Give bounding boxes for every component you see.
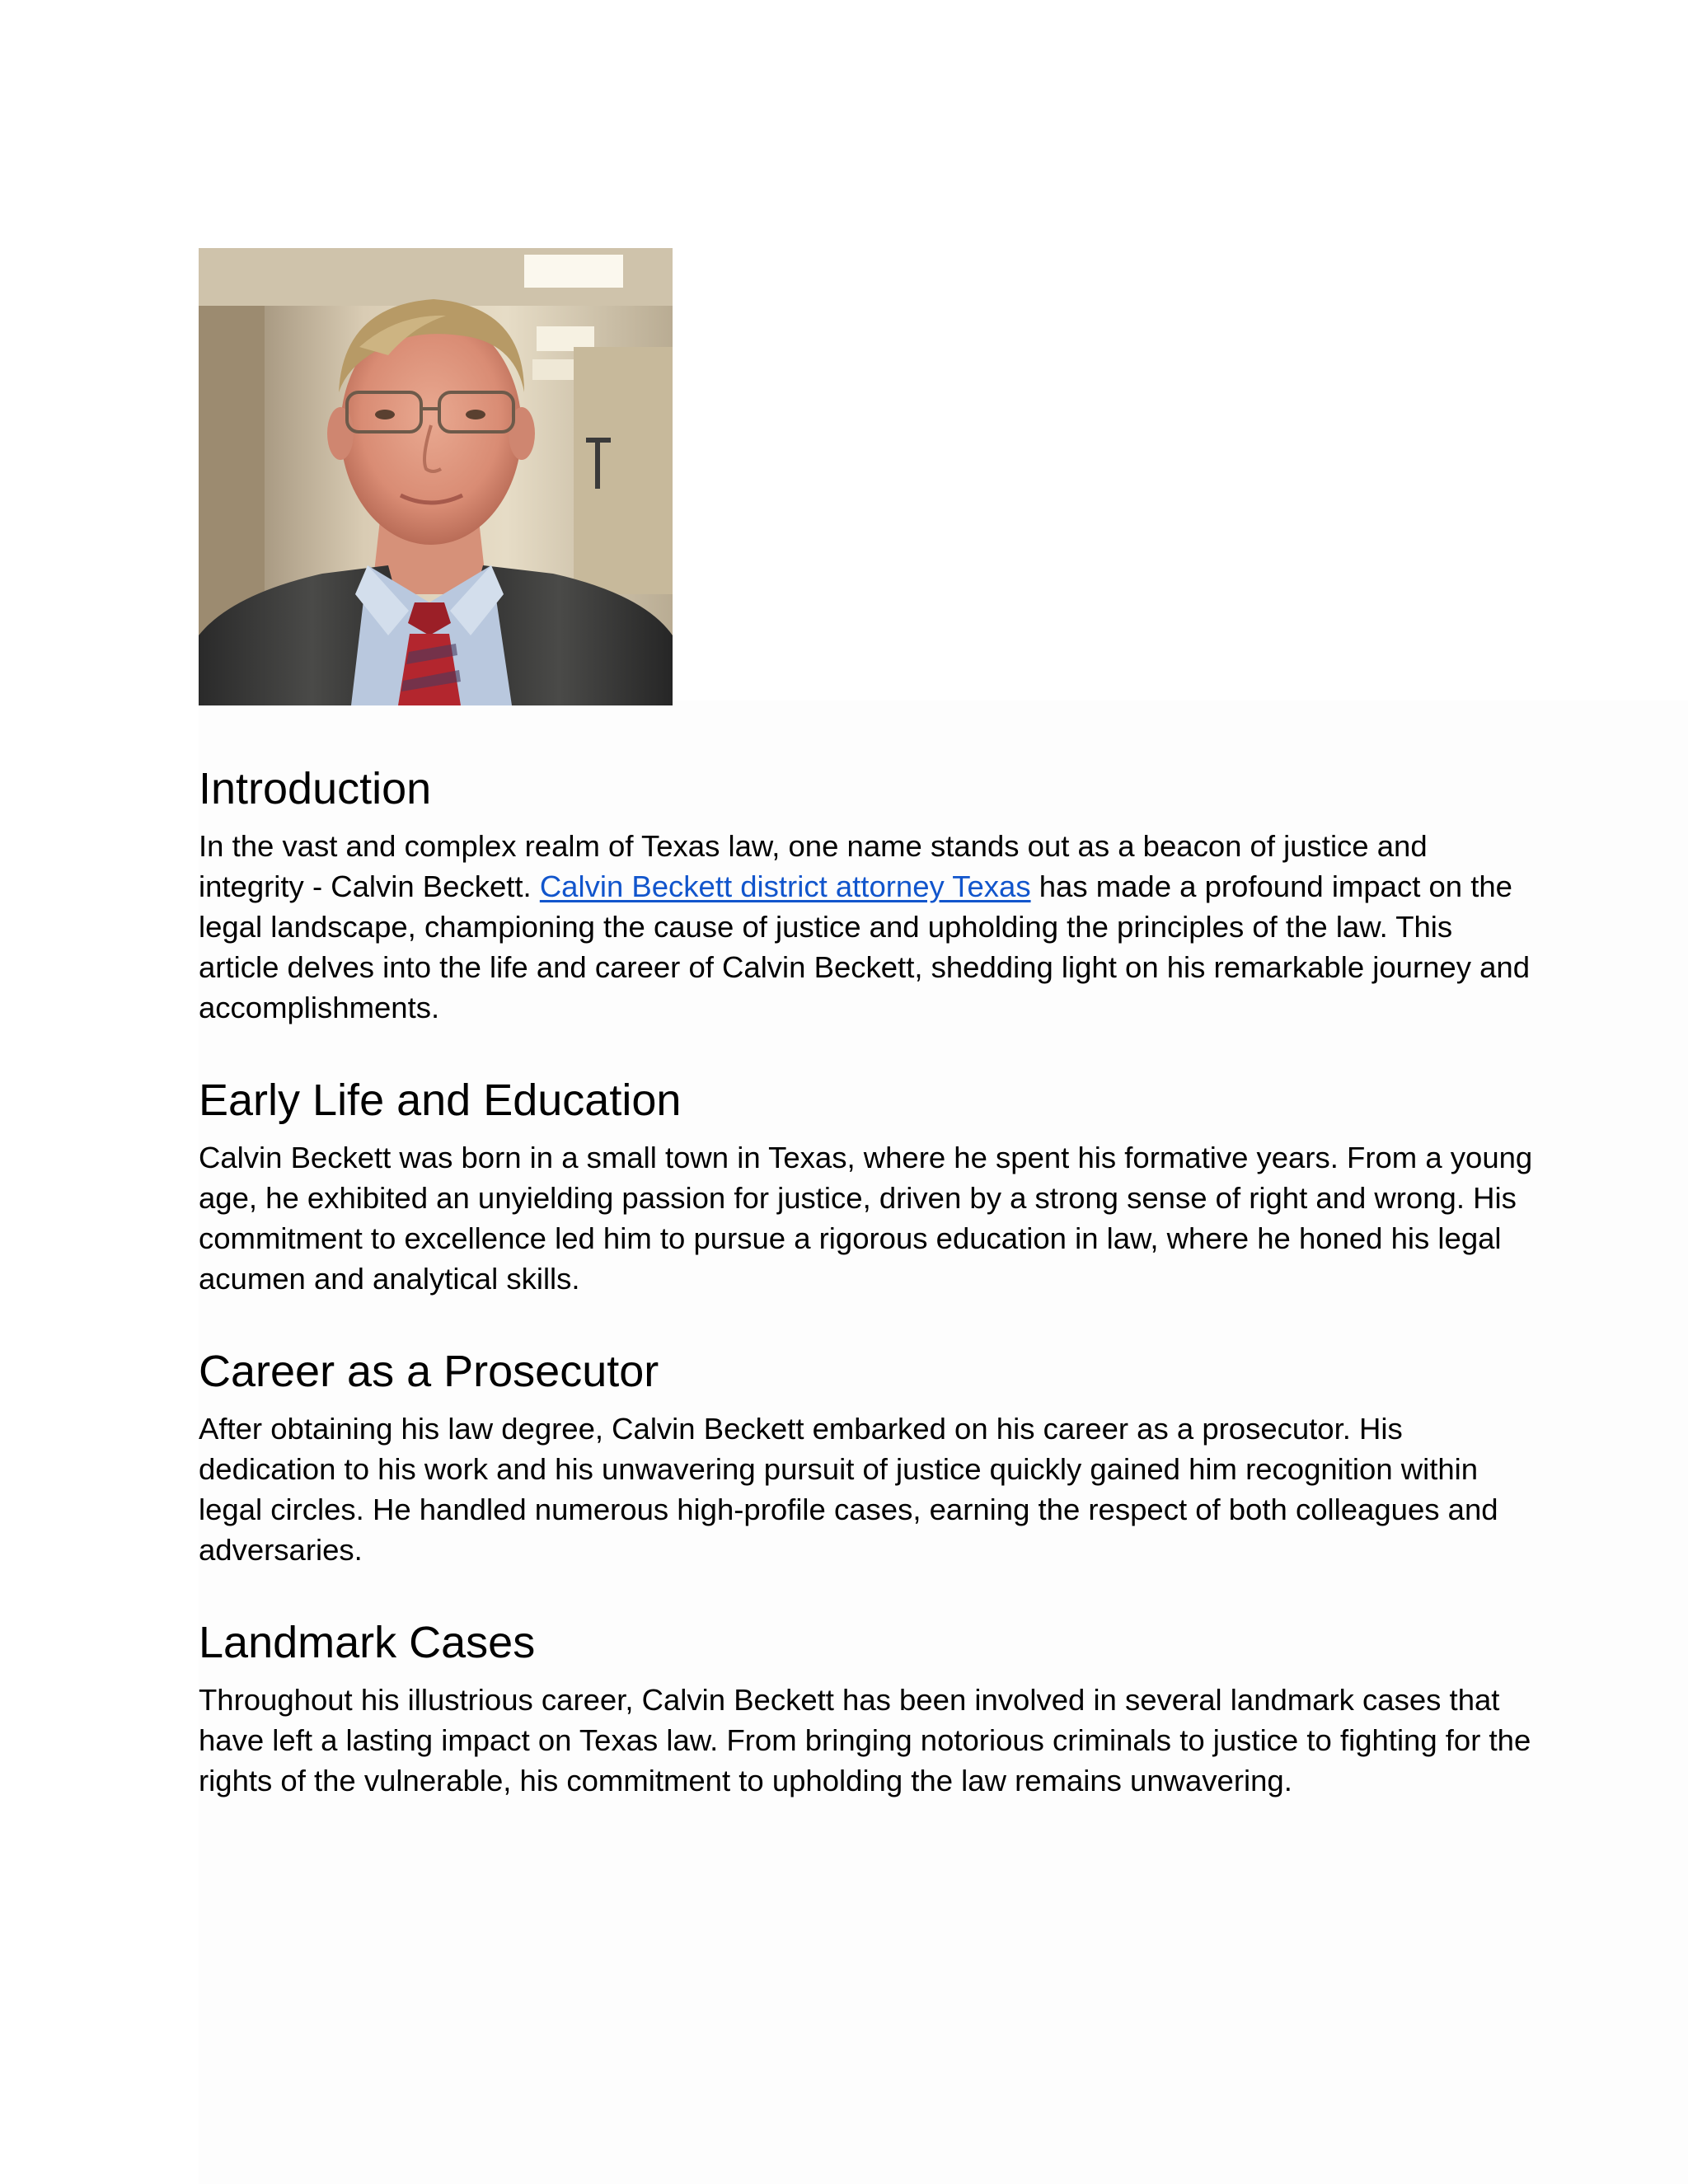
introduction-text-end: has made a profound impact on the legal landscape, championing the cause of justice and upholding the principles of the law. This article delves into the life and career of Calvin Beckett, shedding light on his remarkable journey and accomplishments. [199, 869, 1531, 1024]
portrait-photo [199, 248, 673, 705]
career-heading: Career as a Prosecutor [199, 1347, 659, 1396]
early-life-paragraph: Calvin Beckett was born in a small town in Texas, where he spent his formative years. From a young age, he exhibited an unyielding passion for justice, driven by a strong sense of right and wrong. His commitment to excellence led him to pursue a rigorous education in law, where he honed his legal acumen and analytical skills. [199, 1141, 1533, 1296]
introduction-text-start: In the vast and complex realm of Texas law, one name stands out as a beacon of justice and integrity - Calvin Beckett. [199, 829, 1428, 903]
landmark-cases-heading: Landmark Cases [199, 1618, 536, 1667]
landmark-cases-paragraph: Throughout his illustrious career, Calvin Beckett has been involved in several landmark cases that have left a lasting impact on Texas law. From bringing notorious criminals to justice to fighting for the rights of the vulnerable, his commitment to upholding the law remains unwavering. [199, 1683, 1531, 1797]
calvin-beckett-link[interactable]: Calvin Beckett district attorney Texas [539, 869, 1031, 903]
career-paragraph: After obtaining his law degree, Calvin Beckett embarked on his career as a prosecutor. His dedication to his work and his unwavering pursuit of justice quickly gained him recognition within legal circles. He handled numerous high-profile cases, earning the respect of both colleagues and adversaries. [199, 1412, 1498, 1567]
introduction-heading: Introduction [199, 764, 432, 813]
introduction-paragraph [199, 826, 1534, 1028]
document-page [199, 248, 1534, 1801]
early-life-heading: Early Life and Education [199, 1076, 682, 1125]
